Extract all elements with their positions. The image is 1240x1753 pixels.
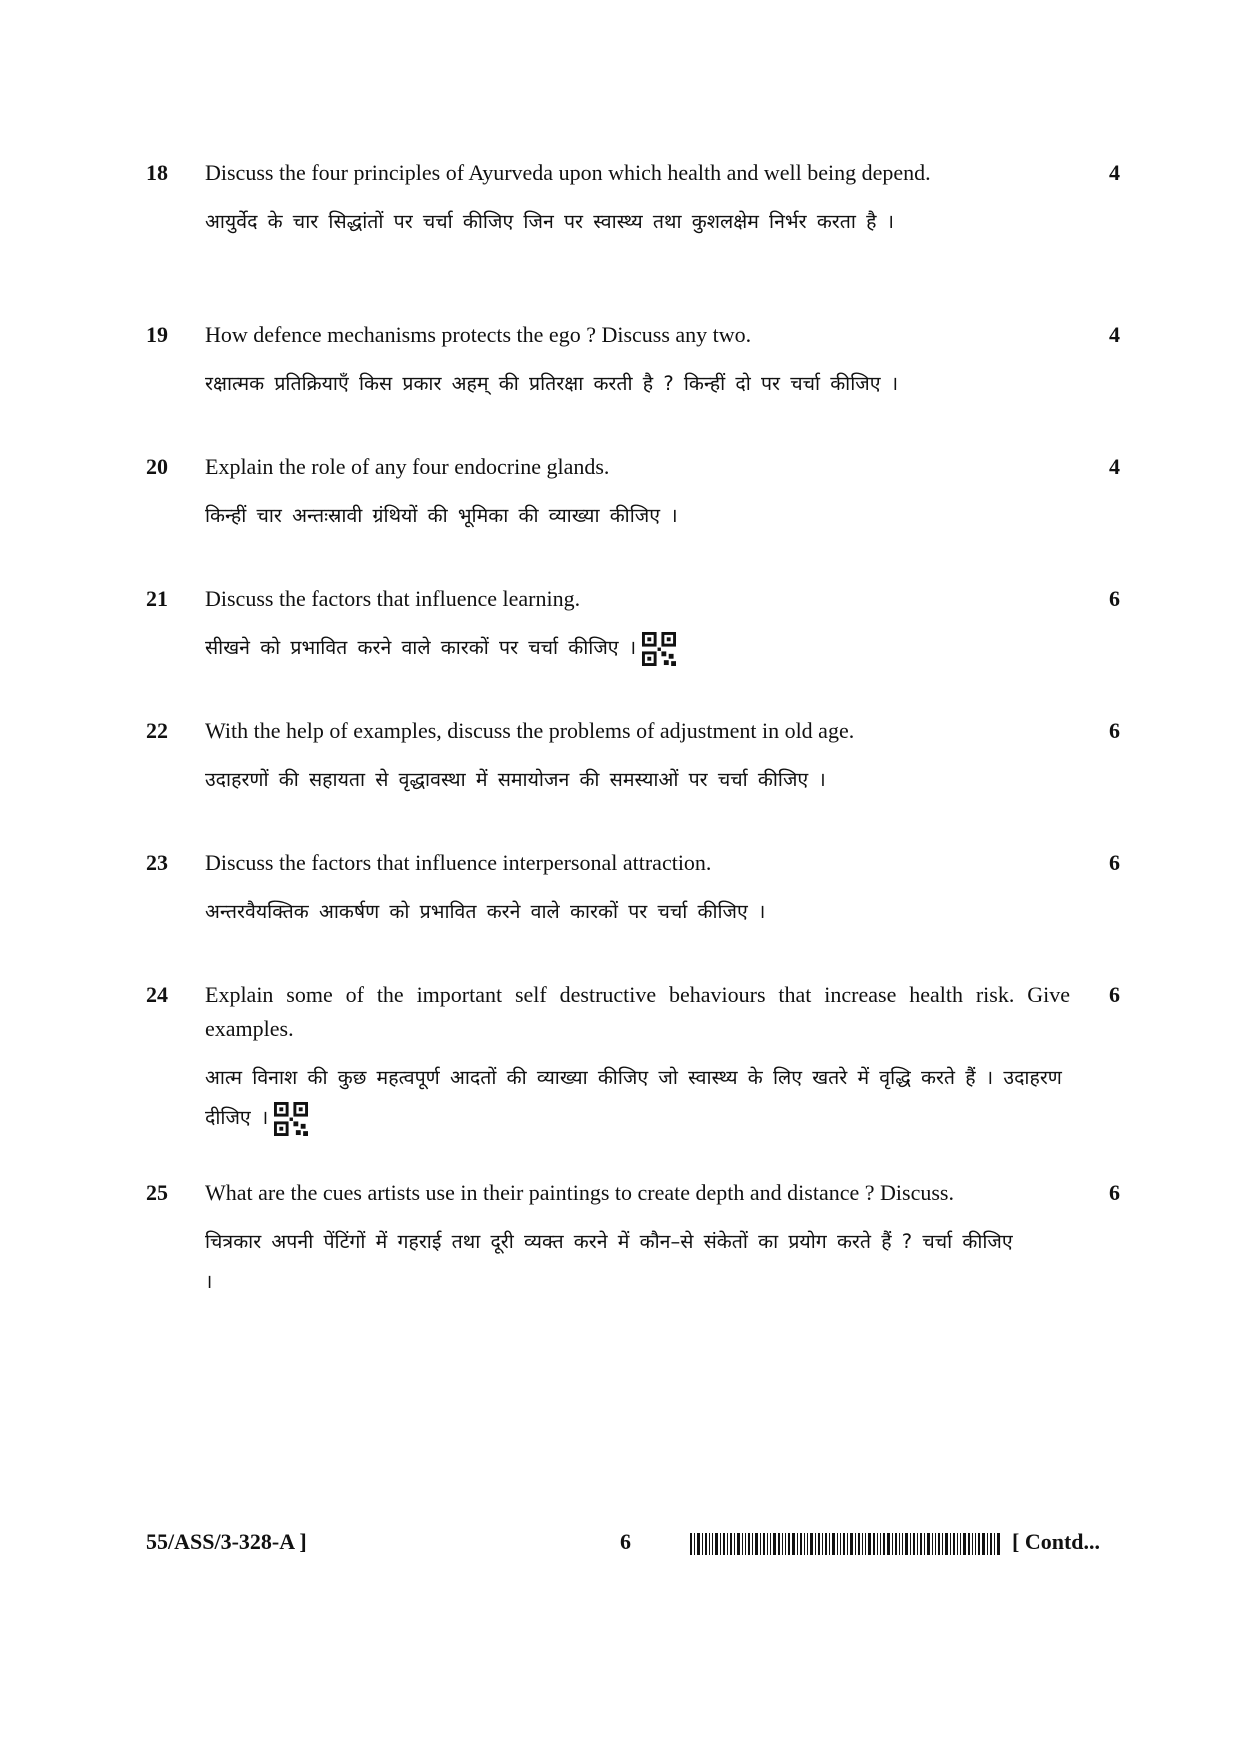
question-body: [205, 156, 1070, 242]
question-number: 25: [146, 1180, 168, 1205]
question-body: [205, 582, 1070, 668]
qr-code-icon: [642, 632, 676, 666]
question-text-hindi-line: [205, 628, 1070, 668]
question-text-english: What are the cues artists use in their paintings to create depth and distance ? Discuss.: [205, 1180, 954, 1205]
question-body: [205, 714, 1070, 800]
question-number: 19: [146, 322, 168, 347]
question-body: [205, 978, 1070, 1138]
question-text-english: Discuss the four principles of Ayurveda upon which health and well being depend.: [205, 160, 931, 185]
qr-code-icon: [274, 1102, 308, 1136]
question-marks: 6: [1109, 850, 1120, 875]
paper-code: 55/ASS/3-328-A ]: [146, 1529, 307, 1554]
question-text-hindi: रक्षात्मक प्रतिक्रियाएँ किस प्रकार अहम् की प्रतिरक्षा करती है ? किन्हीं दो पर चर्चा कीजिए ।: [205, 372, 899, 395]
question-text-english: With the help of examples, discuss the problems of adjustment in old age.: [205, 718, 855, 743]
question-number: 21: [146, 586, 168, 611]
question-number: 20: [146, 454, 168, 479]
question-text-hindi: अन्तरवैयक्तिक आकर्षण को प्रभावित करने वाले कारकों पर चर्चा कीजिए ।: [205, 900, 766, 923]
question-text-hindi: सीखने को प्रभावित करने वाले कारकों पर चर्चा कीजिए ।: [205, 636, 637, 659]
question-text-hindi: चित्रकार अपनी पेंटिंगों में गहराई तथा दूरी व्यक्त करने में कौन–से संकेतों का प्रयोग करते हैं ? चर्चा कीजिए ।: [205, 1230, 1013, 1293]
question-marks: 6: [1109, 982, 1120, 1007]
question-text-hindi: किन्हीं चार अन्तःस्रावी ग्रंथियों की भूमिका की व्याख्या कीजिए ।: [205, 504, 678, 527]
question-marks: 6: [1109, 718, 1120, 743]
page-footer: [0, 1525, 1240, 1559]
question-body: [205, 318, 1070, 404]
question-body: [205, 1176, 1070, 1302]
question-marks: 4: [1109, 454, 1120, 479]
question-number: 18: [146, 160, 168, 185]
question-text-english: Explain the role of any four endocrine glands.: [205, 454, 610, 479]
continued-marker: [ Contd...: [1012, 1529, 1101, 1554]
question-text-english: Explain some of the important self destructive behaviours that increase health risk. Give examples.: [205, 982, 1070, 1041]
question-marks: 6: [1109, 1180, 1120, 1205]
question-text-english: How defence mechanisms protects the ego ? Discuss any two.: [205, 322, 752, 347]
barcode-icon: [690, 1533, 1000, 1555]
question-text-english: Discuss the factors that influence interpersonal attraction.: [205, 850, 712, 875]
question-text-hindi: आत्म विनाश की कुछ महत्वपूर्ण आदतों की व्याख्या कीजिए जो स्वास्थ्य के लिए खतरे में वृद्धि करते हैं । उदाहरण दीजिए ।: [205, 1066, 1062, 1129]
question-text-english: Discuss the factors that influence learning.: [205, 586, 581, 611]
question-text-hindi-line: [205, 1058, 1070, 1138]
question-marks: 4: [1109, 322, 1120, 347]
question-marks: 4: [1109, 160, 1120, 185]
question-text-hindi: उदाहरणों की सहायता से वृद्धावस्था में समायोजन की समस्याओं पर चर्चा कीजिए ।: [205, 768, 826, 791]
question-marks: 6: [1109, 586, 1120, 611]
question-number: 22: [146, 718, 168, 743]
question-body: [205, 846, 1070, 932]
page-number: 6: [620, 1529, 631, 1554]
question-number: 23: [146, 850, 168, 875]
question-number: 24: [146, 982, 168, 1007]
question-text-hindi: आयुर्वेद के चार सिद्धांतों पर चर्चा कीजिए जिन पर स्वास्थ्य तथा कुशलक्षेम निर्भर करता है ।: [205, 210, 895, 233]
question-body: [205, 450, 1070, 536]
